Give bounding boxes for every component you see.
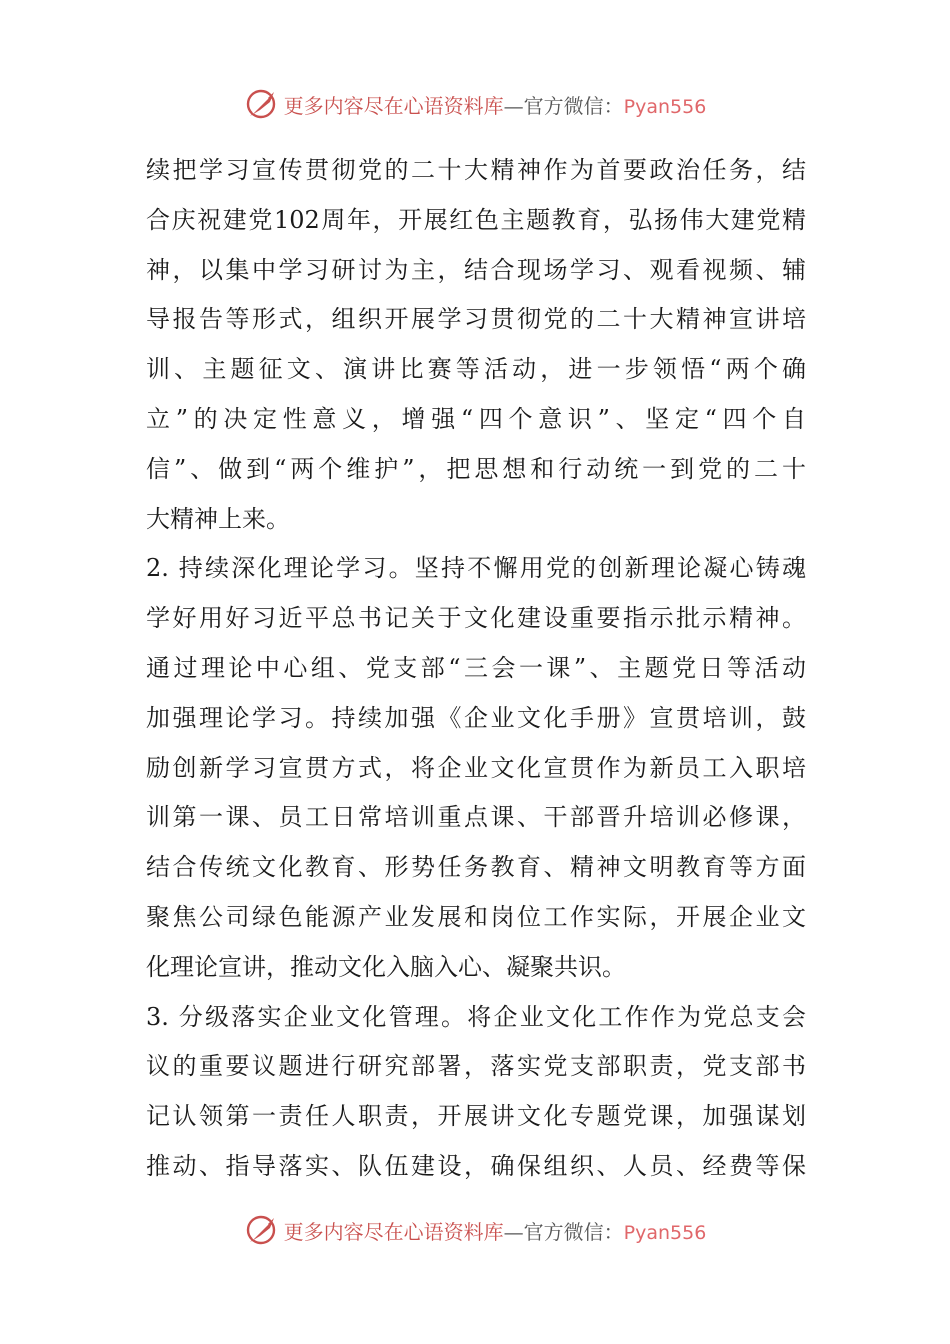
banner-site: 更多内容尽在心语资料库 <box>283 93 504 118</box>
body-line: 合庆祝建党102周年，开展红色主题教育，弘扬伟大建党精 <box>146 205 806 234</box>
banner-text <box>284 90 707 119</box>
body-line: 学好用好习近平总书记关于文化建设重要指示批示精神。 <box>146 604 806 633</box>
body-line: 励创新学习宣贯方式，将企业文化宣贯作为新员工入职培 <box>146 753 806 782</box>
banner-wechat-label: 官方微信： <box>523 93 624 118</box>
body-line: 加强理论学习。持续加强《企业文化手册》宣贯培训，鼓 <box>146 703 806 732</box>
banner-dash: — <box>503 1219 524 1244</box>
body-line: 3. 分级落实企业文化管理。将企业文化工作作为党总支会 <box>146 1002 806 1031</box>
quill-logo-icon <box>244 1212 280 1248</box>
banner-wechat-label: 官方微信： <box>523 1219 624 1244</box>
body-line: 记认领第一责任人职责，开展讲文化专题党课，加强谋划 <box>146 1102 806 1131</box>
body-line: 结合传统文化教育、形势任务教育、精神文明教育等方面 <box>146 853 806 882</box>
body-line: 通过理论中心组、党支部“三会一课”、主题党日等活动 <box>146 653 806 682</box>
body-line: 导报告等形式，组织开展学习贯彻党的二十大精神宣讲培 <box>146 305 806 334</box>
body-line: 议的重要议题进行研究部署，落实党支部职责，党支部书 <box>146 1052 806 1081</box>
banner-wechat-id: Pyan556 <box>623 95 707 118</box>
body-line: 立”的决定性意义，增强“四个意识”、坚定“四个自 <box>146 404 806 433</box>
body-line: 大精神上来。 <box>146 504 290 533</box>
body-line: 训、主题征文、演讲比赛等活动，进一步领悟“两个确 <box>146 355 806 384</box>
body-line: 化理论宣讲，推动文化入脑入心、凝聚共识。 <box>146 952 626 981</box>
quill-logo-icon <box>244 86 280 122</box>
body-line: 2. 持续深化理论学习。坚持不懈用党的创新理论凝心铸魂 <box>146 554 806 583</box>
body-line: 信”、做到“两个维护”，把思想和行动统一到党的二十 <box>146 454 806 483</box>
document-body <box>146 146 806 1192</box>
banner-wechat-id: Pyan556 <box>623 1221 707 1244</box>
body-line: 续把学习宣传贯彻党的二十大精神作为首要政治任务，结 <box>146 156 806 184</box>
body-line: 聚焦公司绿色能源产业发展和岗位工作实际，开展企业文 <box>146 902 806 931</box>
body-line: 推动、指导落实、队伍建设，确保组织、人员、经费等保 <box>146 1151 806 1180</box>
banner-text <box>284 1216 707 1245</box>
footer-banner <box>0 1208 950 1252</box>
body-line: 神，以集中学习研讨为主，结合现场学习、观看视频、辅 <box>146 255 806 284</box>
banner-dash: — <box>503 93 524 118</box>
header-banner <box>0 82 950 126</box>
banner-site: 更多内容尽在心语资料库 <box>283 1219 504 1244</box>
body-line: 训第一课、员工日常培训重点课、干部晋升培训必修课， <box>146 803 806 832</box>
